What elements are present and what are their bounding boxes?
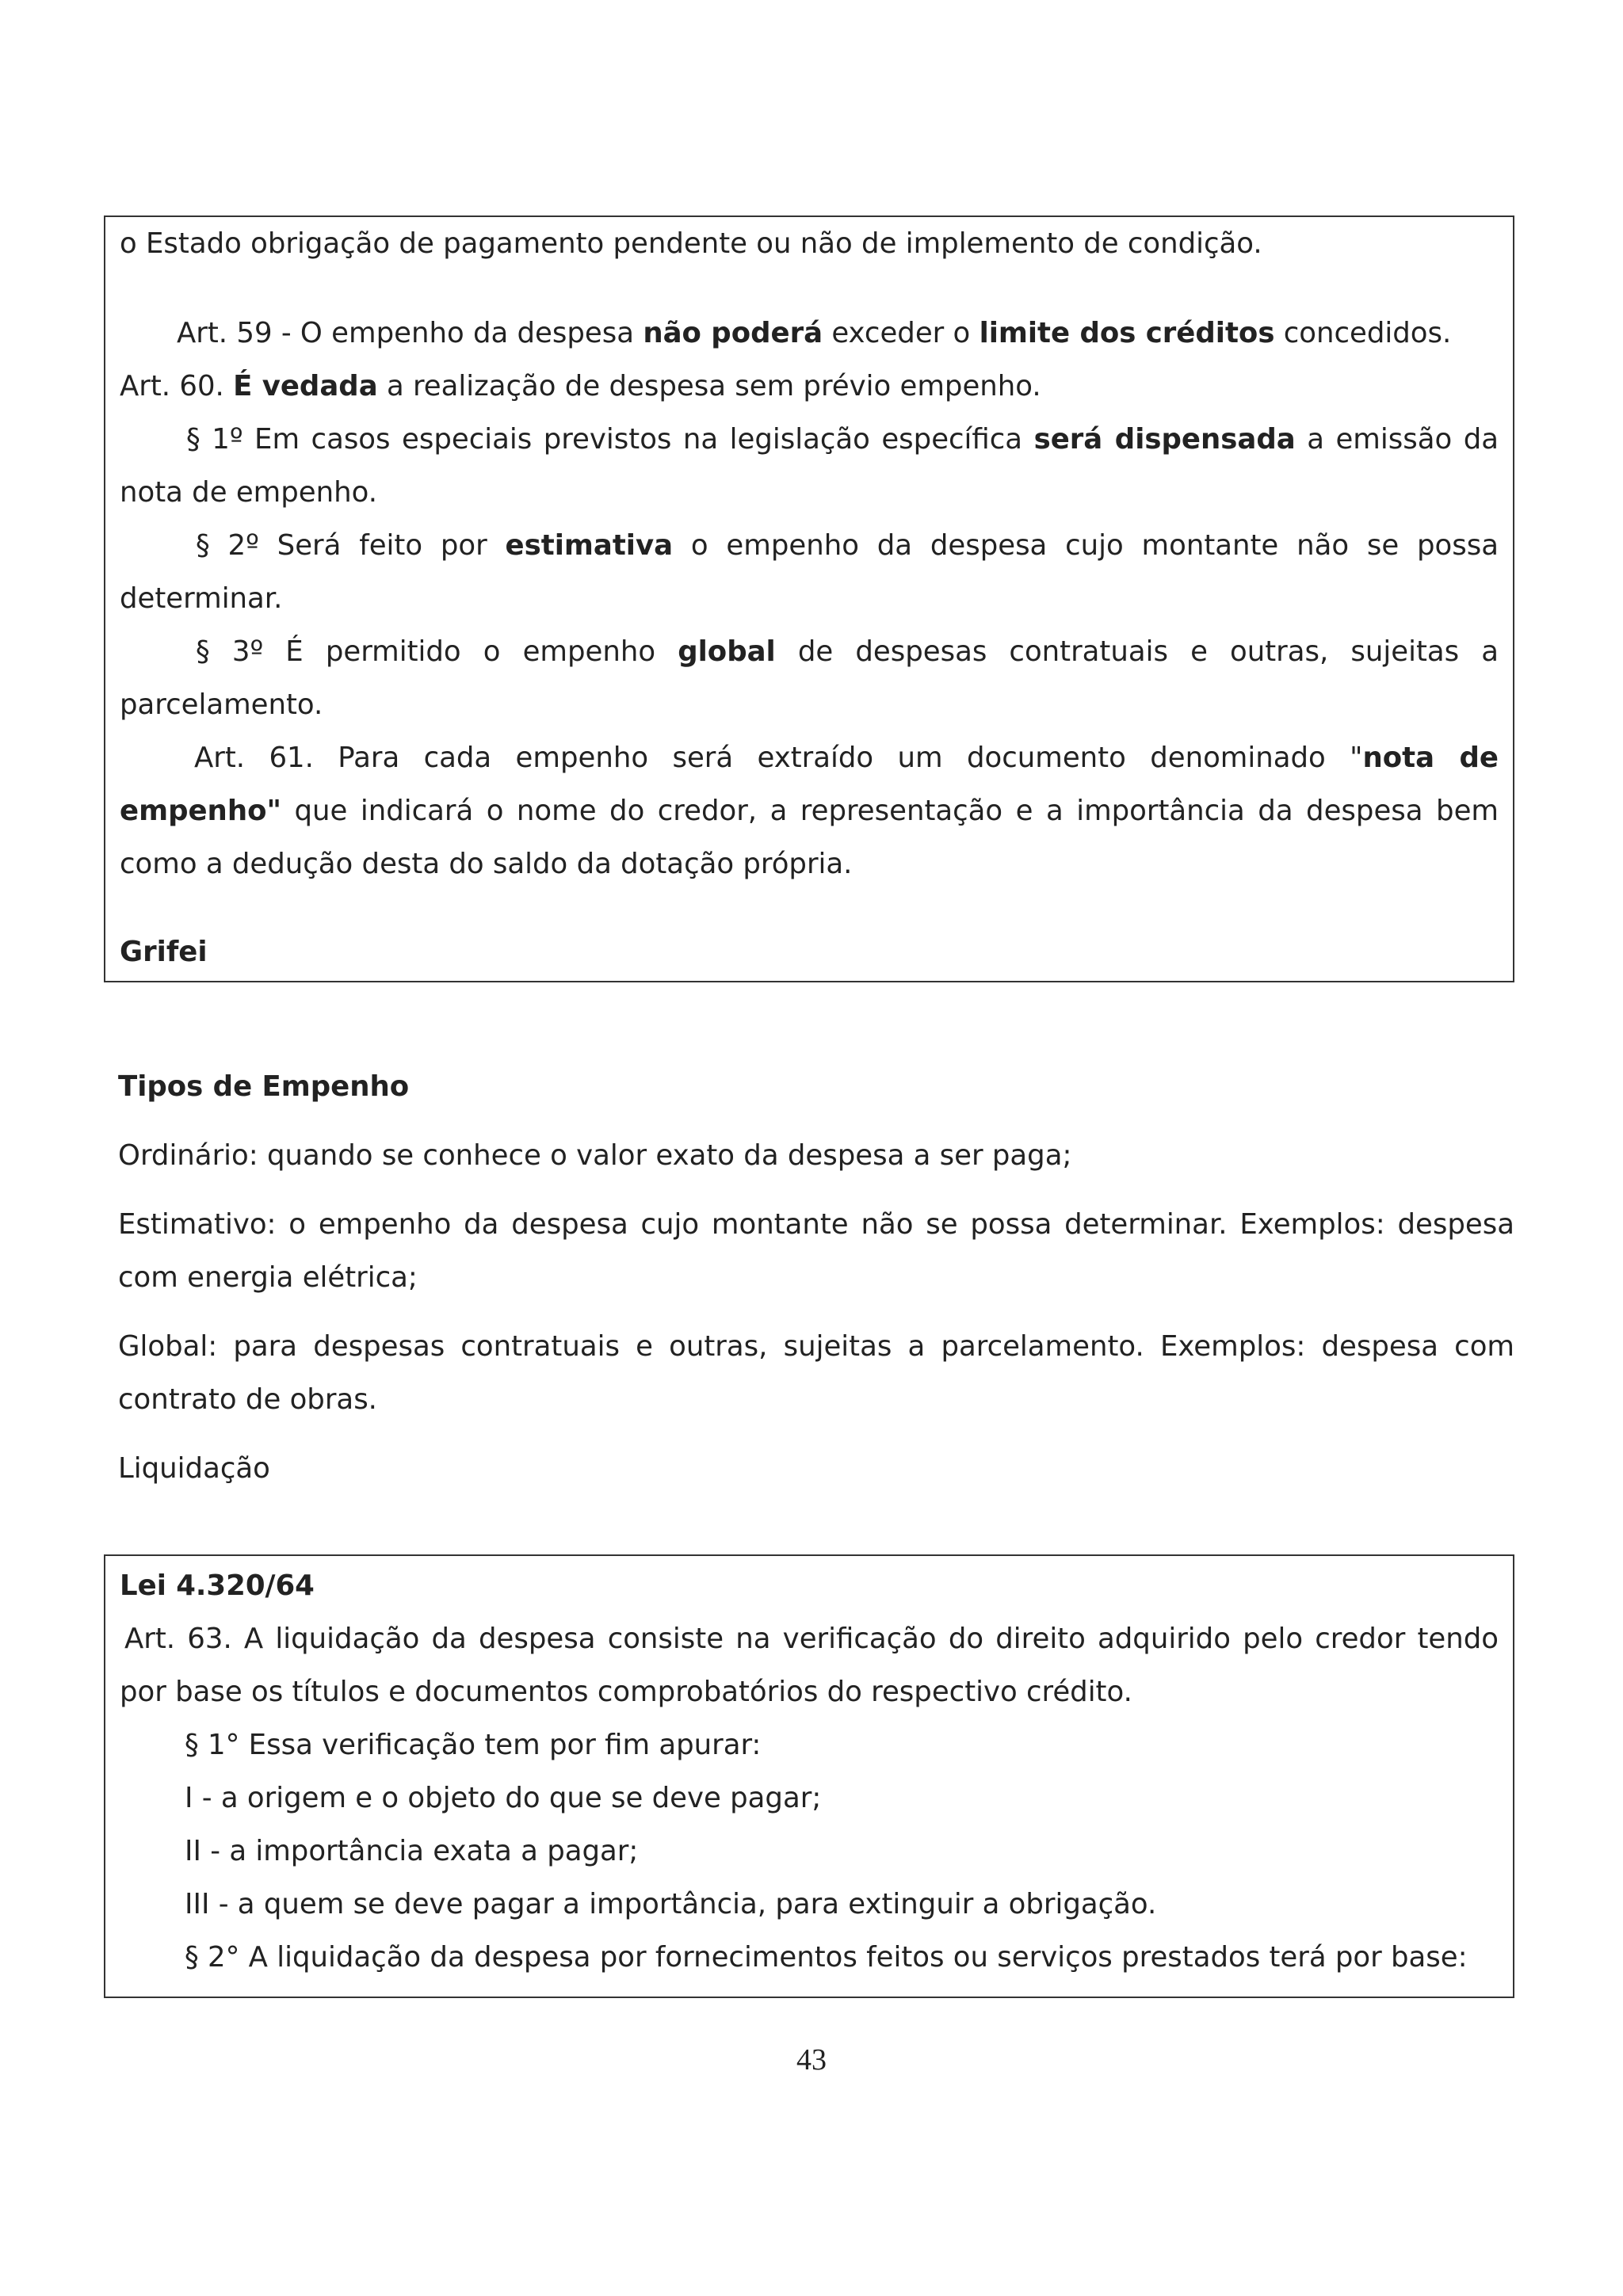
grifei-note: Grifei xyxy=(120,936,208,968)
article-61: Art. 61. Para cada empenho será extraído um documento denominado "nota de empenho" que indicará o nome do credor, a representação e a importância da despesa bem como a dedução desta do saldo da dotação própria. xyxy=(120,742,1499,880)
liquidacao-paragraph-2: § 2° A liquidação da despesa por fornecimentos feitos ou serviços prestados terá por base: xyxy=(185,1941,1468,1974)
item-2: II - a importância exata a pagar; xyxy=(185,1835,639,1867)
paragraph-3: § 3º É permitido o empenho global de despesas contratuais e outras, sujeitas a parcelamento. xyxy=(120,635,1499,721)
type-estimativo: Estimativo: o empenho da despesa cujo montante não se possa determinar. Exemplos: despesa com energia elétrica; xyxy=(118,1208,1514,1294)
body-text xyxy=(118,1060,1514,1511)
item-1: I - a origem e o objeto do que se deve pagar; xyxy=(185,1782,822,1814)
paragraph-2: § 2º Será feito por estimativa o empenho da despesa cujo montante não se possa determinar. xyxy=(120,529,1499,615)
type-global: Global: para despesas contratuais e outras, sujeitas a parcelamento. Exemplos: despesa com contrato de obras. xyxy=(118,1330,1514,1416)
quoted-law-box-empenho xyxy=(104,215,1514,982)
article-63: Art. 63. A liquidação da despesa consiste na verificação do direito adquirido pelo credor tendo por base os títulos e documentos comprobatórios do respectivo crédito. xyxy=(120,1623,1499,1708)
section-heading: Tipos de Empenho xyxy=(118,1070,410,1103)
item-3: III - a quem se deve pagar a importância, para extinguir a obrigação. xyxy=(185,1888,1157,1920)
quoted-law-box-liquidacao xyxy=(104,1554,1514,1998)
article-59: Art. 59 - O empenho da despesa não poderá exceder o limite dos créditos concedidos. xyxy=(177,317,1452,349)
article-60: Art. 60. É vedada a realização de despesa sem prévio empenho. xyxy=(120,370,1041,402)
page-number: 43 xyxy=(796,2043,827,2077)
liquidacao-paragraph-1: § 1° Essa verificação tem por fim apurar: xyxy=(185,1729,762,1761)
law-title: Lei 4.320/64 xyxy=(120,1569,315,1602)
continuation-line: o Estado obrigação de pagamento pendente ou não de implemento de condição. xyxy=(120,227,1262,260)
type-ordinario: Ordinário: quando se conhece o valor exato da despesa a ser paga; xyxy=(118,1139,1072,1172)
liquidacao-title: Liquidação xyxy=(118,1452,270,1485)
paragraph-1: § 1º Em casos especiais previstos na legislação específica será dispensada a emissão da nota de empenho. xyxy=(120,423,1499,509)
